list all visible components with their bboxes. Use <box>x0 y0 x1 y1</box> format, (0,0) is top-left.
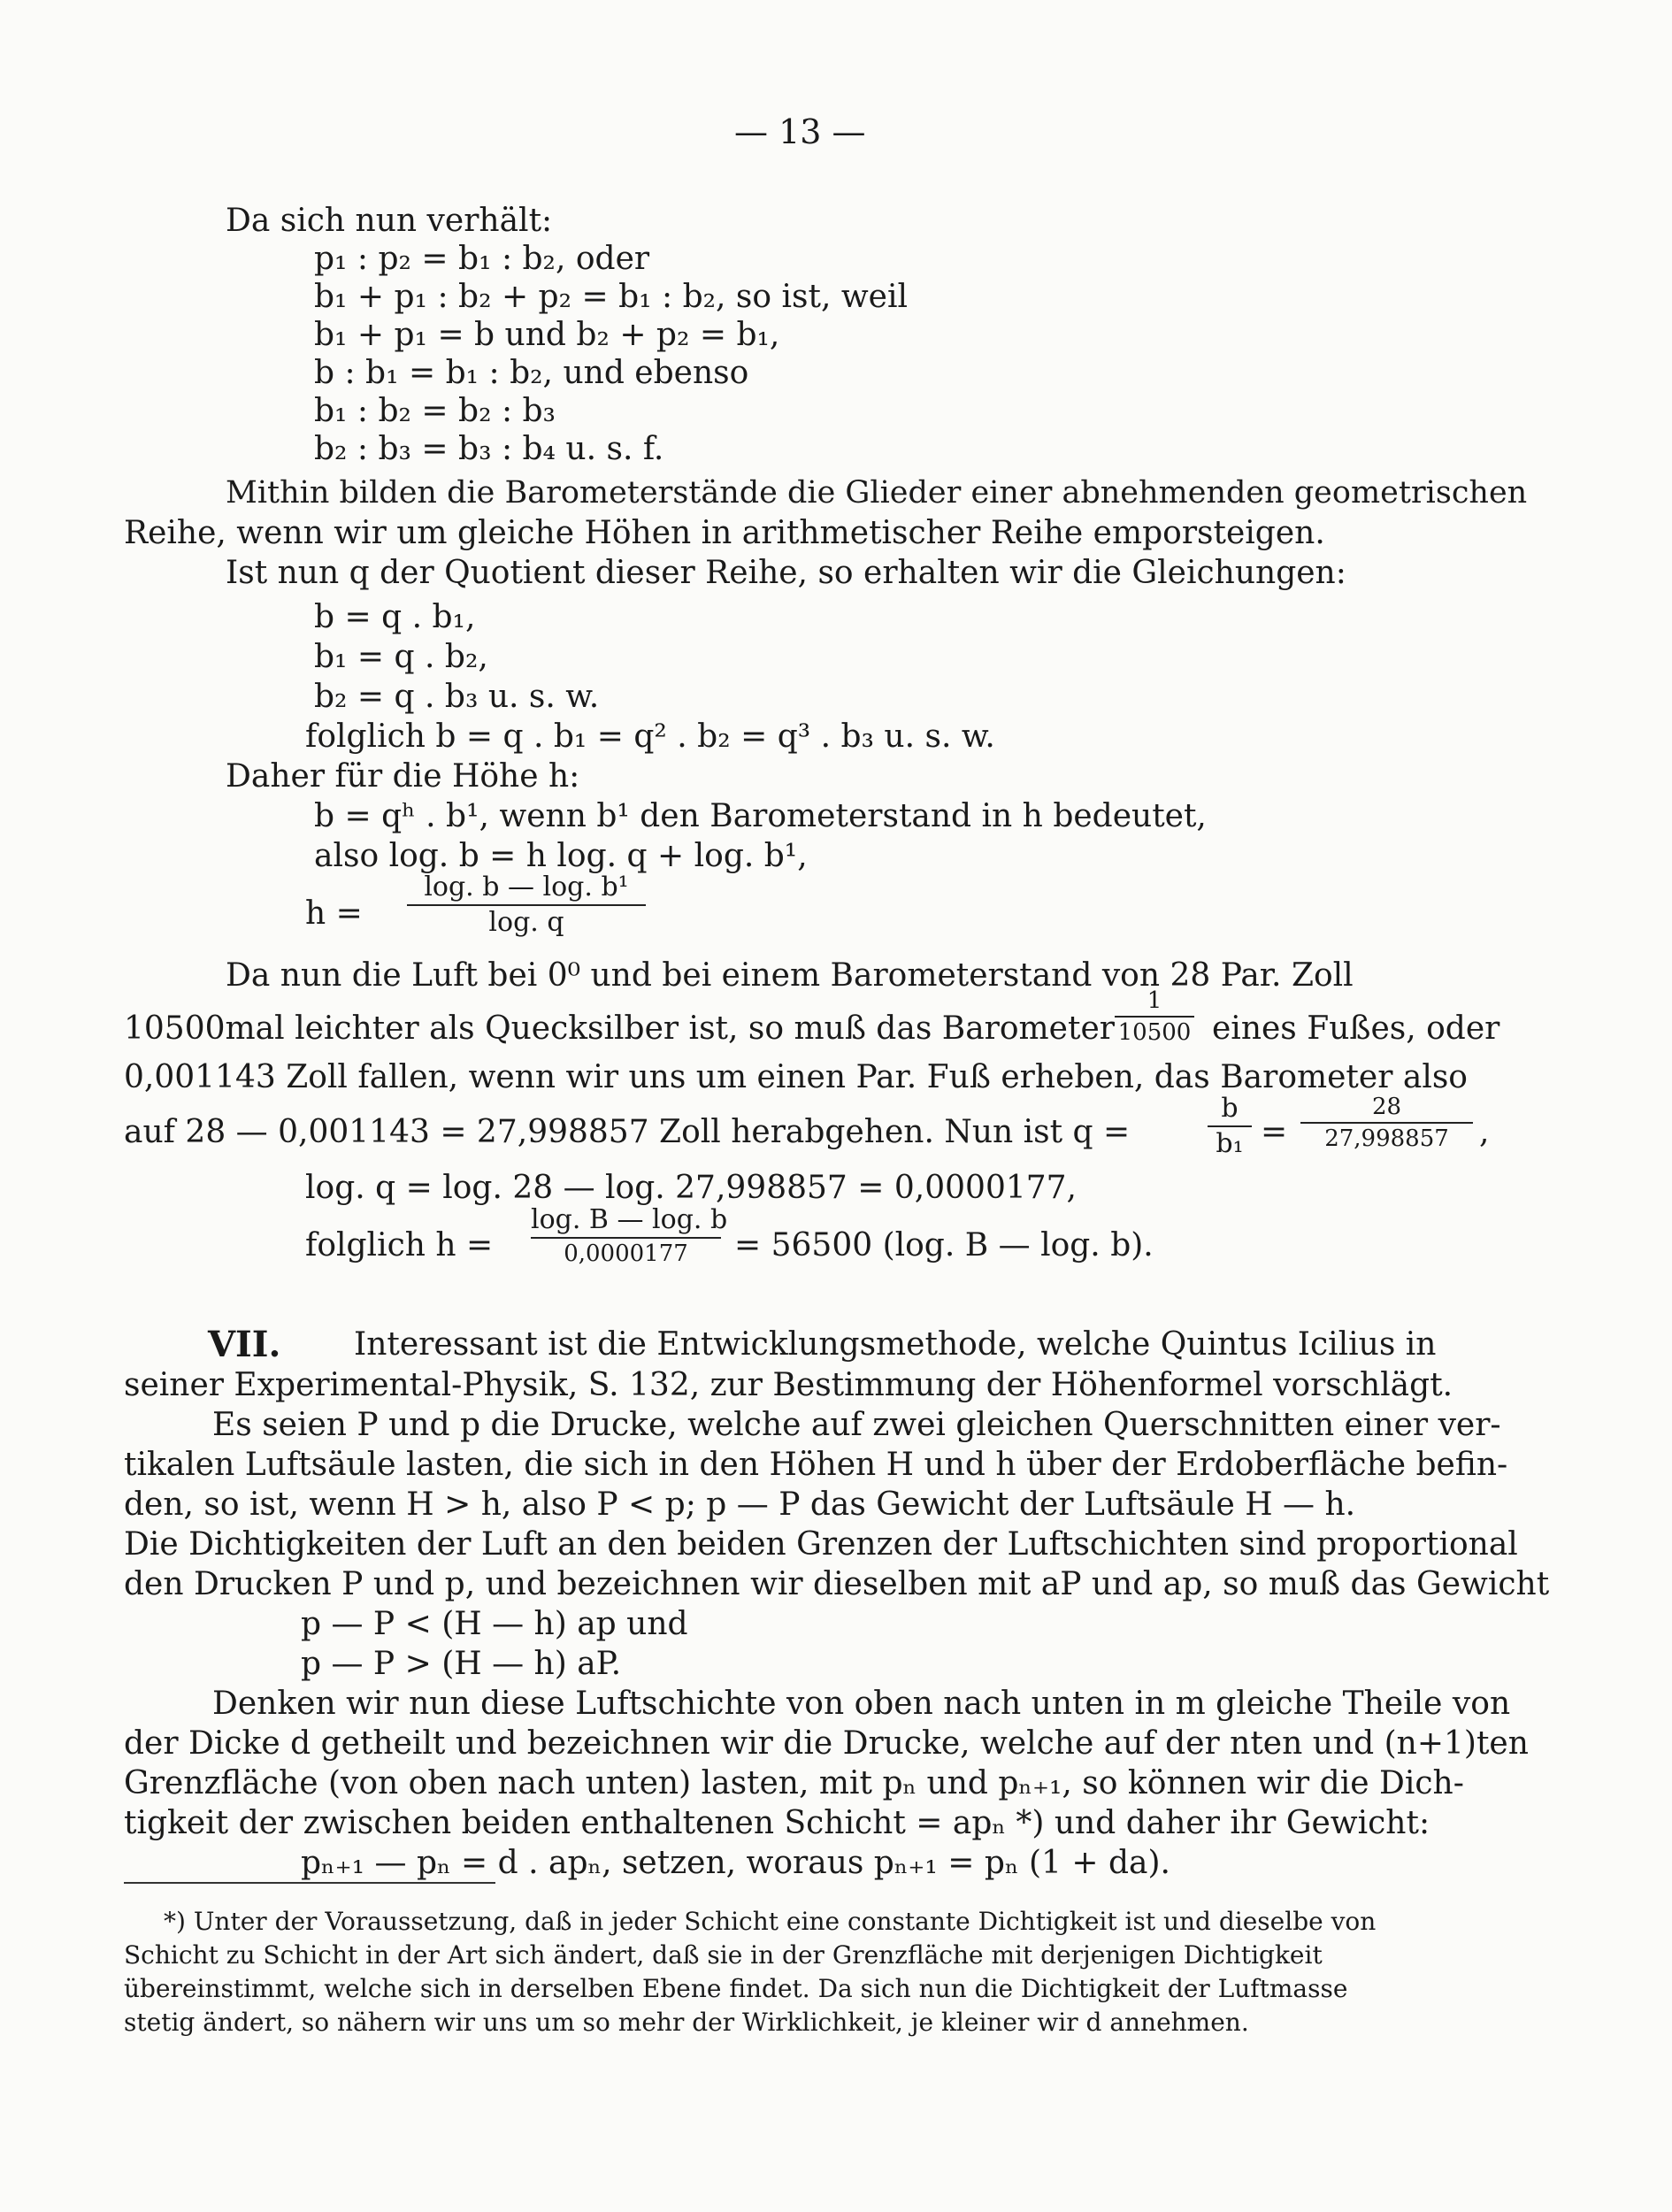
comma: , <box>1479 1114 1490 1150</box>
footnote-line: Schicht zu Schicht in der Art sich ändert, daß sie in der Grenzfläche mit derjenigen Dichtigkeit <box>124 1940 1323 1970</box>
fraction-height-formula <box>407 874 646 936</box>
equation-lhs: h = <box>305 895 363 932</box>
equation-line: b₂ = q . b₃ u. s. w. <box>314 679 600 715</box>
text-line: tikalen Luftsäule lasten, die sich in den Höhen H und h über der Erdoberfläche befin- <box>124 1447 1508 1483</box>
fraction-numerator: log. b — log. b¹ <box>424 872 629 902</box>
fraction-denominator: log. q <box>488 907 564 938</box>
text-line: Denken wir nun diese Luftschichte von oben nach unten in m gleiche Theile von <box>212 1686 1511 1722</box>
page-number: — 13 — <box>734 112 866 151</box>
footnote-line: stetig ändert, so nähern wir uns um so mehr der Wirklichkeit, je kleiner wir d annehmen. <box>124 2008 1249 2037</box>
text-line: Grenzfläche (von oben nach unten) lasten, mit pₙ und pₙ₊₁, so können wir die Dich- <box>124 1765 1464 1801</box>
text-line: auf 28 — 0,001143 = 27,998857 Zoll herabgehen. Nun ist q = <box>124 1114 1131 1150</box>
fraction-bar <box>1300 1122 1473 1124</box>
equation-line: pₙ₊₁ — pₙ = d . apₙ, setzen, woraus pₙ₊₁ = pₙ (1 + da). <box>301 1845 1170 1881</box>
text-line: Es seien P und p die Drucke, welche auf zwei gleichen Querschnitten einer ver- <box>212 1407 1501 1443</box>
fraction-numerator: 1 <box>1147 987 1162 1014</box>
equation-line: p₁ : p₂ = b₁ : b₂, oder <box>314 241 650 277</box>
text-line: Da nun die Luft bei 0⁰ und bei einem Barometerstand von 28 Par. Zoll <box>226 957 1354 994</box>
fraction-bar <box>1115 1016 1194 1018</box>
text-line: tigkeit der zwischen beiden enthaltenen Schicht = apₙ *) und daher ihr Gewicht: <box>124 1805 1430 1841</box>
fraction-denominator: 0,0000177 <box>564 1240 688 1267</box>
fraction-numerator: log. B — log. b <box>531 1204 728 1235</box>
text-line: den, so ist, wenn H > h, also P < p; p — P das Gewicht der Luftsäule H — h. <box>124 1486 1356 1523</box>
fraction-numerator: b <box>1221 1093 1239 1124</box>
fraction-denominator: 27,998857 <box>1324 1125 1449 1152</box>
fraction-height-result <box>531 1204 728 1267</box>
text-line: Ist nun q der Quotient dieser Reihe, so erhalten wir die Gleichungen: <box>226 555 1346 591</box>
text-line: Mithin bilden die Barometerstände die Glieder einer abnehmenden geometrischen <box>226 475 1528 511</box>
text-line: seiner Experimental-Physik, S. 132, zur Bestimmung der Höhenformel vorschlägt. <box>124 1367 1453 1403</box>
text-line: Da sich nun verhält: <box>226 203 553 239</box>
equation-line: p — P > (H — h) aP. <box>301 1646 622 1682</box>
footnote-rule <box>124 1882 495 1884</box>
fraction-28-over-value <box>1300 1095 1473 1150</box>
fraction-numerator: 28 <box>1371 1094 1402 1120</box>
footnote-line: *) Unter der Voraussetzung, daß in jeder Schicht eine constante Dichtigkeit ist und dieselbe von <box>164 1907 1377 1936</box>
text-line: 10500mal leichter als Quecksilber ist, so muß das Barometer <box>124 1010 1115 1047</box>
text-line: eines Fußes, oder <box>1212 1010 1500 1047</box>
fraction-one-over-10500 <box>1115 989 1194 1044</box>
text-line: Die Dichtigkeiten der Luft an den beiden Grenzen der Luftschichten sind proportional <box>124 1526 1518 1563</box>
equation-line: b = qʰ . b¹, wenn b¹ den Barometerstand in h bedeutet, <box>314 798 1207 834</box>
equation-lhs: folglich h = <box>305 1227 494 1263</box>
section-numeral: VII. <box>208 1324 281 1365</box>
fraction-denominator: 10500 <box>1117 1019 1192 1046</box>
equation-line: b = q . b₁, <box>314 599 476 635</box>
equation-line: b₁ + p₁ = b und b₂ + p₂ = b₁, <box>314 317 780 353</box>
text-line: Interessant ist die Entwicklungsmethode, welche Quintus Icilius in <box>354 1326 1437 1363</box>
fraction-bar <box>531 1237 721 1239</box>
fraction-denominator: b₁ <box>1216 1128 1244 1159</box>
text-line: der Dicke d getheilt und bezeichnen wir die Drucke, welche auf der nten und (n+1)ten <box>124 1725 1529 1762</box>
text-line: Daher für die Höhe h: <box>226 758 580 795</box>
equation-line: b₁ = q . b₂, <box>314 639 488 675</box>
text-line: den Drucken P und p, und bezeichnen wir dieselben mit aP und ap, so muß das Gewicht <box>124 1566 1550 1602</box>
equation-line: b₁ + p₁ : b₂ + p₂ = b₁ : b₂, so ist, weil <box>314 279 909 315</box>
equals-sign: = <box>1261 1114 1288 1150</box>
equation-line: folglich b = q . b₁ = q² . b₂ = q³ . b₃ u. s. w. <box>305 718 995 755</box>
footnote-line: übereinstimmt, welche sich in derselben Ebene findet. Da sich nun die Dichtigkeit der Luftmasse <box>124 1974 1348 2003</box>
equation-line: p — P < (H — h) ap und <box>301 1606 688 1642</box>
equation-line: log. q = log. 28 — log. 27,998857 = 0,0000177, <box>305 1170 1077 1206</box>
fraction-bar <box>1208 1125 1252 1127</box>
equation-line: b₁ : b₂ = b₂ : b₃ <box>314 393 556 429</box>
equation-line: = 56500 (log. B — log. b). <box>734 1227 1154 1263</box>
fraction-bar <box>407 904 646 906</box>
text-line: Reihe, wenn wir um gleiche Höhen in arithmetischer Reihe emporsteigen. <box>124 515 1325 551</box>
equation-line: also log. b = h log. q + log. b¹, <box>314 838 808 874</box>
fraction-b-over-b1 <box>1208 1095 1252 1157</box>
text-line: 0,001143 Zoll fallen, wenn wir uns um einen Par. Fuß erheben, das Barometer also <box>124 1059 1468 1095</box>
equation-line: b : b₁ = b₁ : b₂, und ebenso <box>314 355 749 391</box>
equation-line: b₂ : b₃ = b₃ : b₄ u. s. f. <box>314 431 664 467</box>
